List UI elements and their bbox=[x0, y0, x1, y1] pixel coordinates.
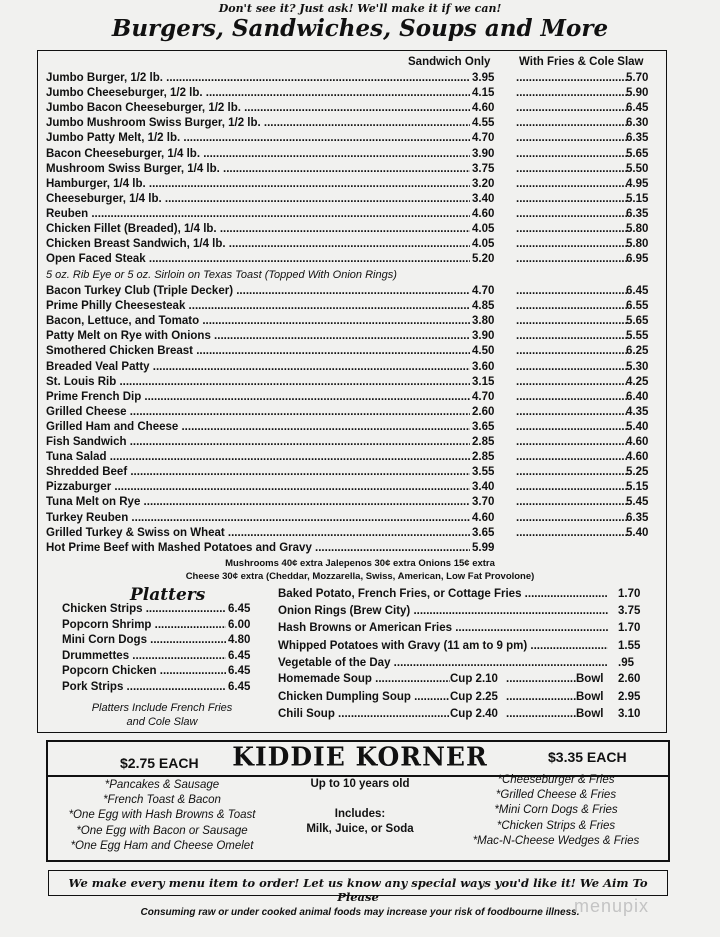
price-with-fries: 4.60 bbox=[626, 436, 649, 448]
platter-name: Popcorn Chicken ..... bbox=[62, 665, 226, 677]
kiddie-price-right: $3.35 EACH bbox=[548, 749, 627, 765]
kiddie-item: *Grilled Cheese & Fries bbox=[495, 789, 617, 802]
dot-leader bbox=[516, 87, 628, 99]
price-with-fries: 6.45 bbox=[626, 285, 649, 297]
tagline: Don't see it? Just ask! We'll make it if we can! bbox=[218, 2, 502, 15]
kiddie-title: KIDDIE KORNER bbox=[232, 741, 488, 772]
dot-leader bbox=[516, 451, 628, 463]
kiddie-item: *Mini Corn Dogs & Fries bbox=[494, 804, 618, 817]
kiddie-includes: Milk, Juice, or Soda bbox=[306, 823, 414, 835]
price-with-fries: 5.40 bbox=[626, 526, 649, 539]
platter-price: 6.45 bbox=[228, 665, 251, 677]
soup-name: Chili Soup ..... bbox=[278, 708, 450, 720]
platter-name: Drummettes ..... bbox=[62, 650, 226, 662]
item-name: Bacon Turkey Club (Triple Decker) ..... bbox=[46, 285, 470, 297]
price-sandwich-only: 3.95 bbox=[472, 72, 495, 84]
price-with-fries: 6.55 bbox=[626, 300, 649, 313]
price-with-fries: 6.45 bbox=[626, 102, 649, 115]
platter-price: 6.45 bbox=[228, 603, 251, 615]
price-with-fries: 5.80 bbox=[626, 223, 649, 235]
item-name: Grilled Ham and Cheese ..... bbox=[46, 421, 470, 433]
price-with-fries: 6.95 bbox=[626, 253, 649, 266]
side-price: 3.75 bbox=[618, 605, 641, 618]
item-name: Hamburger, 1/4 lb. ..... bbox=[46, 178, 470, 190]
dot-leader bbox=[516, 238, 628, 250]
item-name: Turkey Reuben ..... bbox=[46, 512, 470, 524]
dot-leader bbox=[516, 345, 628, 357]
price-sandwich-only: 4.50 bbox=[472, 345, 495, 358]
side-name: Whipped Potatoes with Gravy (11 am to 9 pm) ..... bbox=[278, 640, 608, 652]
kiddie-item: *Mac-N-Cheese Wedges & Fries bbox=[472, 834, 640, 847]
item-name: Reuben ..... bbox=[46, 208, 470, 220]
dot-leader bbox=[516, 178, 628, 190]
health-disclaimer: Consuming raw or under cooked animal foods may increase your risk of foodbourne illness. bbox=[140, 907, 580, 918]
item-name: Grilled Turkey & Swiss on Wheat ..... bbox=[46, 527, 470, 539]
price-sandwich-only: 4.60 bbox=[472, 207, 495, 220]
kiddie-item: *Pancakes & Sausage bbox=[104, 779, 220, 791]
side-name: Vegetable of the Day ..... bbox=[278, 657, 608, 669]
price-sandwich-only: 4.55 bbox=[472, 117, 495, 130]
price-sandwich-only: 2.85 bbox=[472, 436, 495, 448]
platter-name: Pork Strips ..... bbox=[62, 681, 226, 693]
price-sandwich-only: 3.90 bbox=[472, 147, 495, 160]
kiddie-price-left: $2.75 EACH bbox=[120, 755, 199, 771]
price-sandwich-only: 3.60 bbox=[472, 360, 495, 373]
dot-leader bbox=[516, 208, 628, 220]
soup-name: Homemade Soup ..... bbox=[278, 673, 450, 685]
item-name: Tuna Salad ..... bbox=[46, 451, 470, 463]
side-name: Hash Browns or American Fries ..... bbox=[278, 622, 608, 634]
price-sandwich-only: 3.15 bbox=[472, 375, 495, 388]
price-with-fries: 5.65 bbox=[626, 315, 649, 328]
order-message: We make every menu item to order! Let us know any special ways you'd like it! We Aim To Please bbox=[68, 876, 648, 904]
dot-leader bbox=[516, 253, 628, 265]
dot-leader bbox=[516, 466, 628, 478]
soup-name: Chicken Dumpling Soup ..... bbox=[278, 691, 450, 703]
soup-bowl-label: Bowl bbox=[576, 690, 604, 703]
kiddie-includes-label: Includes: bbox=[334, 808, 386, 820]
price-with-fries: 5.15 bbox=[626, 192, 649, 205]
platters-note bbox=[62, 701, 262, 729]
price-with-fries: 5.55 bbox=[626, 330, 649, 343]
price-sandwich-only: 2.85 bbox=[472, 451, 495, 464]
dot-leader bbox=[516, 300, 628, 312]
item-name: Hot Prime Beef with Mashed Potatoes and Gravy ..... bbox=[46, 542, 470, 554]
price-sandwich-only: 3.65 bbox=[472, 420, 495, 433]
price-with-fries: 6.25 bbox=[626, 345, 649, 358]
dot-leader bbox=[516, 193, 628, 205]
dot-leader bbox=[516, 102, 628, 114]
dot-leader bbox=[516, 512, 628, 524]
watermark: menupix bbox=[574, 896, 650, 916]
price-sandwich-only: 3.20 bbox=[472, 177, 495, 190]
platters-note-line: and Cole Slaw bbox=[126, 716, 198, 728]
item-name: Prime French Dip ..... bbox=[46, 391, 470, 403]
dot-leader bbox=[516, 132, 628, 144]
dot-leader bbox=[516, 481, 628, 493]
dot-leader bbox=[516, 117, 628, 129]
soup-bowl-price: 3.10 bbox=[618, 708, 641, 720]
item-name: Chicken Fillet (Breaded), 1/4 lb. ..... bbox=[46, 223, 470, 235]
dot-leader bbox=[516, 496, 628, 508]
menu-title: Burgers, Sandwiches, Soups and More bbox=[111, 15, 609, 42]
side-price: 1.70 bbox=[618, 622, 641, 635]
item-name: Pizzaburger ..... bbox=[46, 481, 470, 493]
dot-leader bbox=[516, 421, 628, 433]
price-with-fries: 6.30 bbox=[626, 117, 649, 130]
dot-leader bbox=[516, 361, 628, 373]
price-sandwich-only: 4.85 bbox=[472, 300, 495, 313]
item-name: Jumbo Patty Melt, 1/2 lb. ..... bbox=[46, 132, 470, 144]
price-sandwich-only: 3.65 bbox=[472, 526, 495, 539]
price-with-fries: 5.90 bbox=[626, 87, 649, 100]
side-name: Baked Potato, French Fries, or Cottage Fries ..... bbox=[278, 588, 608, 600]
item-name: Smothered Chicken Breast ..... bbox=[46, 345, 470, 357]
price-sandwich-only: 3.80 bbox=[472, 315, 495, 328]
price-with-fries: 5.70 bbox=[626, 72, 649, 84]
price-sandwich-only: 4.60 bbox=[472, 511, 495, 524]
platter-price: 6.45 bbox=[228, 680, 251, 693]
soup-bowl-price: 2.95 bbox=[618, 690, 641, 703]
dot-leader bbox=[516, 148, 628, 160]
kiddie-item: *One Egg with Bacon or Sausage bbox=[76, 824, 248, 837]
dot-leader bbox=[506, 673, 580, 685]
item-name: Open Faced Steak ..... bbox=[46, 253, 470, 265]
dot-leader bbox=[516, 163, 628, 175]
soup-cup-price: Cup 2.10 bbox=[450, 673, 498, 685]
item-name: Mushroom Swiss Burger, 1/4 lb. ..... bbox=[46, 163, 470, 175]
price-with-fries: 4.25 bbox=[626, 375, 649, 388]
soup-bowl-price: 2.60 bbox=[618, 673, 641, 685]
soup-bowl-label: Bowl bbox=[576, 673, 604, 685]
header-sandwich-only: Sandwich Only bbox=[408, 56, 491, 68]
price-with-fries: 5.45 bbox=[626, 496, 649, 509]
dot-leader bbox=[516, 223, 628, 235]
price-with-fries: 4.60 bbox=[626, 451, 649, 464]
dot-leader bbox=[516, 436, 628, 448]
soup-cup-price: Cup 2.25 bbox=[450, 690, 498, 703]
steak-note: 5 oz. Rib Eye or 5 oz. Sirloin on Texas Toast (Topped With Onion Rings) bbox=[46, 269, 397, 281]
price-with-fries: 5.50 bbox=[626, 162, 649, 175]
side-price: .95 bbox=[618, 656, 634, 669]
soup-cup-price: Cup 2.40 bbox=[450, 708, 498, 720]
extras-toppings: Mushrooms 40¢ extra Jalepenos 30¢ extra Onions 15¢ extra bbox=[225, 558, 495, 569]
price-sandwich-only: 2.60 bbox=[472, 405, 495, 418]
price-sandwich-only: 3.40 bbox=[472, 481, 495, 494]
item-name: Prime Philly Cheesesteak ..... bbox=[46, 300, 470, 312]
price-with-fries: 5.80 bbox=[626, 238, 649, 251]
extras-cheese: Cheese 30¢ extra (Cheddar, Mozzarella, Swiss, American, Low Fat Provolone) bbox=[185, 571, 535, 582]
dot-leader bbox=[506, 691, 580, 703]
price-with-fries: 5.30 bbox=[626, 360, 649, 373]
item-name: Bacon, Lettuce, and Tomato ..... bbox=[46, 315, 470, 327]
item-name: Jumbo Bacon Cheeseburger, 1/2 lb. ..... bbox=[46, 102, 470, 114]
kiddie-item: *French Toast & Bacon bbox=[103, 794, 221, 807]
platter-name: Mini Corn Dogs ..... bbox=[62, 634, 226, 646]
item-name: Tuna Melt on Rye ..... bbox=[46, 496, 470, 508]
item-name: Jumbo Mushroom Swiss Burger, 1/2 lb. ..... bbox=[46, 117, 470, 129]
price-with-fries: 6.35 bbox=[626, 207, 649, 220]
price-sandwich-only: 3.55 bbox=[472, 466, 495, 479]
item-name: Bacon Cheeseburger, 1/4 lb. ..... bbox=[46, 148, 470, 160]
price-sandwich-only: 3.40 bbox=[472, 192, 495, 205]
price-with-fries: 6.40 bbox=[626, 390, 649, 403]
price-sandwich-only: 3.70 bbox=[472, 496, 495, 509]
item-name: Patty Melt on Rye with Onions ..... bbox=[46, 330, 470, 342]
platters-title: Platters bbox=[130, 585, 206, 605]
dot-leader bbox=[516, 315, 628, 327]
soup-bowl-label: Bowl bbox=[576, 708, 604, 720]
item-name: Cheeseburger, 1/4 lb. ..... bbox=[46, 193, 470, 205]
kiddie-item: *One Egg with Hash Browns & Toast bbox=[68, 809, 256, 822]
price-with-fries: 4.95 bbox=[626, 177, 649, 190]
item-name: Fish Sandwich ..... bbox=[46, 436, 470, 448]
price-sandwich-only: 5.99 bbox=[472, 541, 495, 554]
side-price: 1.70 bbox=[618, 588, 641, 600]
dot-leader bbox=[516, 285, 628, 297]
item-name: Jumbo Cheeseburger, 1/2 lb. ..... bbox=[46, 87, 470, 99]
price-sandwich-only: 5.20 bbox=[472, 253, 495, 266]
platter-name: Chicken Strips ..... bbox=[62, 603, 226, 615]
price-sandwich-only: 4.05 bbox=[472, 238, 495, 251]
kiddie-item: *Cheeseburger & Fries bbox=[497, 774, 615, 786]
price-sandwich-only: 4.70 bbox=[472, 285, 495, 297]
price-sandwich-only: 4.05 bbox=[472, 223, 495, 235]
platter-name: Popcorn Shrimp ..... bbox=[62, 619, 226, 631]
kiddie-age: Up to 10 years old bbox=[310, 778, 410, 790]
item-name: Breaded Veal Patty ..... bbox=[46, 361, 470, 373]
dot-leader bbox=[516, 406, 628, 418]
item-name: Shredded Beef ..... bbox=[46, 466, 470, 478]
dot-leader bbox=[516, 391, 628, 403]
price-with-fries: 5.65 bbox=[626, 147, 649, 160]
price-with-fries: 4.35 bbox=[626, 405, 649, 418]
price-with-fries: 5.40 bbox=[626, 420, 649, 433]
price-with-fries: 6.35 bbox=[626, 132, 649, 145]
dot-leader bbox=[516, 527, 628, 539]
price-sandwich-only: 3.90 bbox=[472, 330, 495, 343]
side-name: Onion Rings (Brew City) ..... bbox=[278, 605, 608, 617]
platter-price: 6.45 bbox=[228, 649, 251, 662]
dot-leader bbox=[506, 708, 580, 720]
item-name: St. Louis Rib ..... bbox=[46, 376, 470, 388]
price-sandwich-only: 4.15 bbox=[472, 87, 495, 100]
item-name: Jumbo Burger, 1/2 lb. ..... bbox=[46, 72, 470, 84]
price-with-fries: 5.15 bbox=[626, 481, 649, 494]
price-sandwich-only: 3.75 bbox=[472, 162, 495, 175]
kiddie-item: *One Egg Ham and Cheese Omelet bbox=[70, 839, 254, 852]
item-name: Chicken Breast Sandwich, 1/4 lb. ..... bbox=[46, 238, 470, 250]
platter-price: 4.80 bbox=[228, 634, 251, 646]
price-sandwich-only: 4.70 bbox=[472, 132, 495, 145]
platters-note-line: Platters Include French Fries bbox=[91, 702, 233, 714]
side-price: 1.55 bbox=[618, 639, 641, 652]
price-with-fries: 6.35 bbox=[626, 511, 649, 524]
item-name: Grilled Cheese ..... bbox=[46, 406, 470, 418]
price-sandwich-only: 4.70 bbox=[472, 390, 495, 403]
price-sandwich-only: 4.60 bbox=[472, 102, 495, 115]
platter-price: 6.00 bbox=[228, 618, 251, 631]
price-with-fries: 5.25 bbox=[626, 466, 649, 479]
dot-leader bbox=[516, 330, 628, 342]
kiddie-item: *Chicken Strips & Fries bbox=[496, 819, 616, 832]
dot-leader bbox=[516, 72, 628, 84]
header-with-fries: With Fries & Cole Slaw bbox=[519, 56, 644, 68]
dot-leader bbox=[516, 376, 628, 388]
